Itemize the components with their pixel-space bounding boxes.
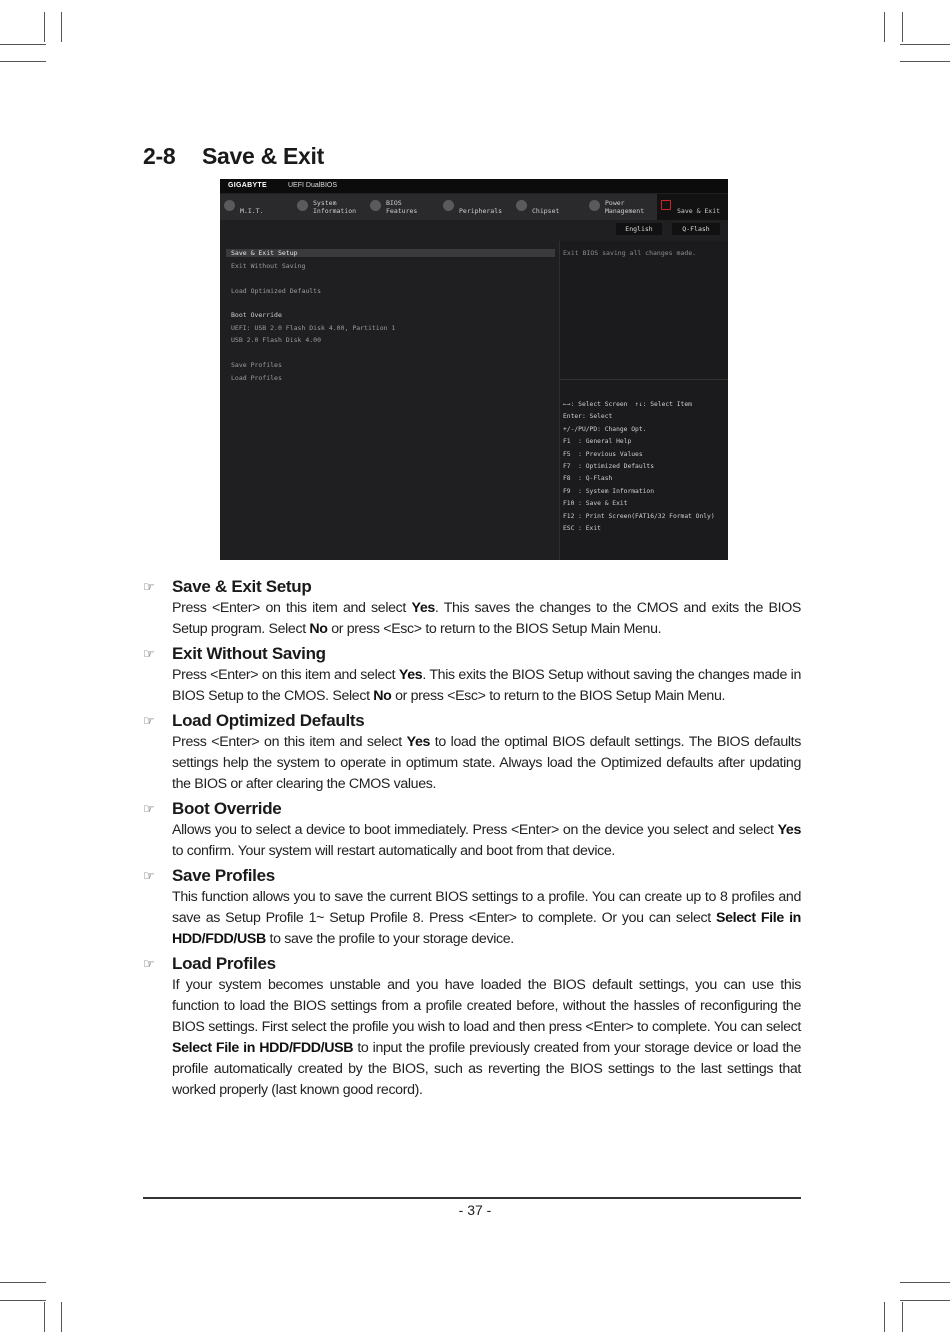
key-line: F12 : Print Screen(FAT16/32 Format Only) (563, 512, 715, 520)
crop-mark (902, 12, 903, 42)
tab-label: BIOS Features (386, 199, 418, 215)
menu-boot-override: Boot Override (231, 311, 282, 319)
bold-term: Yes (411, 600, 435, 616)
tab-label: Peripherals (459, 207, 503, 215)
key-line: ←→: Select Screen ↑↓: Select Item (563, 401, 692, 408)
text-run: to load the optimal BIOS default settings. The BIOS defaults settings help the system to operate in optimum state. Always load the Optimized defaults after updating the BIOS or after clearing the CMOS values. (172, 734, 801, 792)
menu-exit-without-saving[interactable]: Exit Without Saving (231, 262, 306, 270)
tab-label: M.I.T. (240, 207, 264, 215)
pointing-hand-icon: ☞ (143, 957, 155, 972)
text-run: This function allows you to save the current BIOS settings to a profile. You can create up to 8 profiles and save as Setup Profile 1~ Setup Profile 8. Press <Enter> to complete. Or you can select (172, 889, 801, 926)
pointing-hand-icon: ☞ (143, 580, 155, 595)
tab-label: System Information (313, 199, 357, 215)
tab-power-management[interactable] (585, 194, 656, 220)
crop-mark (44, 1302, 45, 1332)
help-text: Exit BIOS saving all changes made. (563, 249, 697, 257)
key-line: F5 : Previous Values (563, 450, 643, 458)
text-run: Press <Enter> on this item and select (172, 667, 399, 683)
pointing-hand-icon: ☞ (143, 647, 155, 662)
chip-icon (370, 200, 381, 211)
menu-load-optimized-defaults[interactable]: Load Optimized Defaults (231, 287, 322, 295)
text-run: or press <Esc> to return to the BIOS Setup Main Menu. (327, 621, 662, 637)
bios-title-bar (220, 179, 728, 193)
pointing-hand-icon: ☞ (143, 802, 155, 817)
menu-boot-device-2[interactable]: USB 2.0 Flash Disk 4.00 (231, 336, 322, 344)
key-line: ESC : Exit (563, 525, 601, 533)
text-run: . This saves the changes to the CMOS and exits the BIOS Setup program. Select (172, 600, 802, 637)
crop-mark (900, 1300, 950, 1301)
tab-save-exit[interactable] (657, 194, 728, 220)
page-number: - 37 - (458, 1202, 492, 1218)
bold-term: Select File in HDD/FDD/USB (172, 1040, 354, 1056)
item-title: Exit Without Saving (172, 644, 326, 663)
crop-mark (61, 12, 62, 42)
crop-mark (61, 1302, 62, 1332)
footer-rule (143, 1197, 801, 1199)
description-item (143, 865, 803, 950)
menu-boot-device-1[interactable]: UEFI: USB 2.0 Flash Disk 4.00, Partition 1 (231, 324, 396, 332)
item-description (172, 887, 801, 950)
description-item (143, 643, 803, 707)
crop-mark (44, 12, 45, 42)
text-run: Allows you to select a device to boot immediately. Press <Enter> on the device you select and select (172, 822, 778, 838)
peripherals-icon (443, 200, 454, 211)
key-line: F8 : Q-Flash (563, 475, 613, 483)
key-line: F1 : General Help (563, 438, 632, 446)
gigabyte-logo: GIGABYTE (228, 182, 267, 189)
bios-subtitle: UEFI DualBIOS (288, 182, 338, 189)
text-run: or press <Esc> to return to the BIOS Setup Main Menu. (391, 688, 726, 704)
bold-term: Yes (406, 734, 431, 750)
gear-icon (297, 200, 308, 211)
qflash-button[interactable]: Q-Flash (672, 223, 720, 235)
text-run: to confirm. Your system will restart automatically and boot from that device. (172, 843, 616, 859)
crop-mark (0, 44, 46, 45)
bold-term: Select File in HDD/FDD/USB (172, 910, 801, 947)
key-line: F10 : Save & Exit (563, 500, 628, 508)
key-line: F9 : System Information (563, 487, 654, 495)
item-title: Save & Exit Setup (172, 577, 312, 596)
tab-peripherals[interactable] (439, 194, 511, 220)
tab-label: Power Management (605, 199, 645, 215)
item-description (172, 820, 801, 862)
tab-chipset[interactable] (512, 194, 584, 220)
description-item (143, 710, 803, 795)
menu-save-exit-setup[interactable]: Save & Exit Setup (226, 249, 555, 257)
item-description (172, 665, 801, 707)
bold-term: No (373, 688, 392, 704)
crop-mark (0, 1300, 46, 1301)
menu-load-profiles[interactable]: Load Profiles (231, 374, 282, 382)
item-description (172, 598, 801, 640)
item-description (172, 975, 801, 1101)
pointing-hand-icon: ☞ (143, 869, 155, 884)
power-icon (589, 200, 600, 211)
tab-label: Save & Exit (677, 207, 721, 215)
item-title: Load Optimized Defaults (172, 711, 365, 730)
bold-term: Yes (398, 667, 423, 683)
chipset-icon (516, 200, 527, 211)
item-title: Save Profiles (172, 866, 275, 885)
section-number: 2-8 (143, 143, 176, 169)
item-title: Boot Override (172, 799, 282, 818)
bios-menu (226, 241, 558, 556)
description-item (143, 576, 803, 640)
crop-mark (0, 1282, 46, 1283)
crop-mark (902, 1302, 903, 1332)
text-run: Press <Enter> on this item and select (172, 734, 407, 750)
crop-mark (0, 61, 46, 62)
tab-bios-features[interactable] (366, 194, 438, 220)
description-item (143, 953, 803, 1101)
text-run: If your system becomes unstable and you have loaded the BIOS default settings, you can use this function to load the BIOS settings from a profile created before, without the hassles of reconfiguring the BIOS settings. First select the profile you wish to load and then press <Enter> to complete. You can select (172, 977, 801, 1035)
item-title: Load Profiles (172, 954, 276, 973)
tab-system-information[interactable] (293, 194, 365, 220)
bold-term: No (309, 621, 328, 637)
tab-mit[interactable] (220, 194, 292, 220)
text-run: Press <Enter> on this item and select (172, 600, 412, 616)
key-line: F7 : Optimized Defaults (563, 463, 654, 471)
key-line: Enter: Select (563, 413, 613, 421)
description-item (143, 798, 803, 862)
bold-term: Yes (777, 822, 801, 838)
crop-mark (884, 12, 885, 42)
section-heading (143, 143, 324, 170)
tab-label: Chipset (532, 207, 560, 215)
item-description (172, 732, 801, 795)
key-legend (563, 399, 715, 535)
pointing-hand-icon: ☞ (143, 714, 155, 729)
crop-mark (900, 1282, 950, 1283)
crop-mark (900, 44, 950, 45)
key-line: +/-/PU/PD: Change Opt. (563, 425, 647, 433)
mit-icon (224, 200, 235, 211)
section-title: Save & Exit (202, 143, 324, 169)
divider (560, 379, 728, 380)
text-run: to input the profile previously created from your storage device or load the profile automatically created by the BIOS, such as reverting the BIOS settings to the last settings that worked properly (last known good record). (172, 1040, 801, 1098)
bios-help-panel (559, 241, 728, 560)
text-run: to save the profile to your storage device. (265, 931, 514, 947)
crop-mark (900, 61, 950, 62)
bios-tab-bar (220, 194, 728, 220)
language-button[interactable]: English (616, 223, 662, 235)
bios-screenshot (220, 179, 728, 560)
menu-save-profiles[interactable]: Save Profiles (231, 361, 282, 369)
crop-mark (884, 1302, 885, 1332)
exit-icon (661, 200, 671, 210)
text-run: . This exits the BIOS Setup without saving the changes made in BIOS Setup to the CMOS. Select (172, 667, 801, 704)
item-descriptions (143, 576, 803, 1104)
